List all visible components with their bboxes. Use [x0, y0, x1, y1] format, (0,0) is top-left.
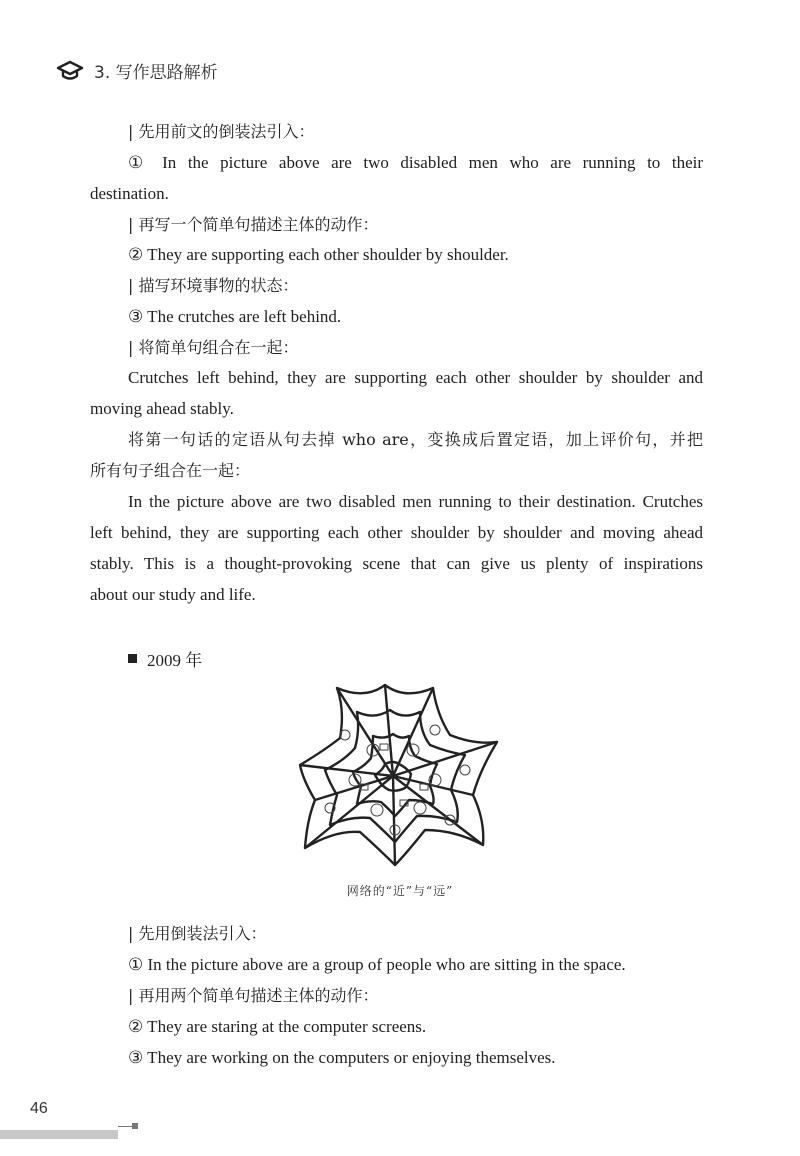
- example-sentence: ② They are staring at the computer screens.: [128, 1017, 427, 1036]
- combined-sentence: Crutches left behind, they are supporting each other shoulder by shoulder and: [128, 368, 703, 387]
- final-paragraph-line: about our study and life.: [90, 585, 256, 604]
- bullet-square-icon: [128, 654, 137, 663]
- year-label: 2009 年: [147, 651, 203, 670]
- footer-bar: [0, 1130, 118, 1139]
- final-paragraph-line: left behind, they are supporting each other shoulder by shoulder and moving ahead: [90, 523, 703, 542]
- final-paragraph-line: stably. This is a thought-provoking scene that can give us plenty of inspirations: [90, 554, 703, 573]
- instruction-line: | 将简单句组合在一起：: [128, 338, 299, 357]
- figure-caption: 网络的“近”与“远”: [346, 884, 454, 898]
- instruction-line: 将第一句话的定语从句去掉 who are，变换成后置定语，加上评价句，并把: [128, 430, 703, 449]
- instruction-line: | 先用前文的倒装法引入：: [128, 122, 315, 141]
- footer-marker: [132, 1123, 138, 1129]
- instruction-line-cont: 所有句子组合在一起：: [90, 461, 251, 480]
- spider-web-illustration: [285, 680, 505, 870]
- instruction-line: | 描写环境事物的状态：: [128, 276, 299, 295]
- example-sentence-cont: destination.: [90, 184, 169, 203]
- example-sentence: ① In the picture above are a group of people who are sitting in the space.: [128, 955, 626, 974]
- page-header: [56, 58, 218, 83]
- example-sentence: ③ They are working on the computers or enjoying themselves.: [128, 1048, 556, 1067]
- section-title: 3. 写作思路解析: [94, 63, 218, 83]
- instruction-line: | 再写一个简单句描述主体的动作：: [128, 215, 379, 234]
- example-sentence: ② They are supporting each other shoulder by shoulder.: [128, 245, 509, 264]
- year-heading: [128, 646, 202, 671]
- instruction-line: | 再用两个简单句描述主体的动作：: [128, 986, 379, 1005]
- example-sentence: ① In the picture above are two disabled men who are running to their: [128, 153, 703, 172]
- example-sentence: ③ The crutches are left behind.: [128, 307, 342, 326]
- page-number: 46: [30, 1100, 48, 1117]
- graduation-cap-icon: [56, 60, 84, 82]
- combined-sentence-cont: moving ahead stably.: [90, 399, 234, 418]
- final-paragraph-line: In the picture above are two disabled men running to their destination. Crutches: [128, 492, 703, 511]
- instruction-line: | 先用倒装法引入：: [128, 924, 267, 943]
- footer-line: [118, 1126, 132, 1127]
